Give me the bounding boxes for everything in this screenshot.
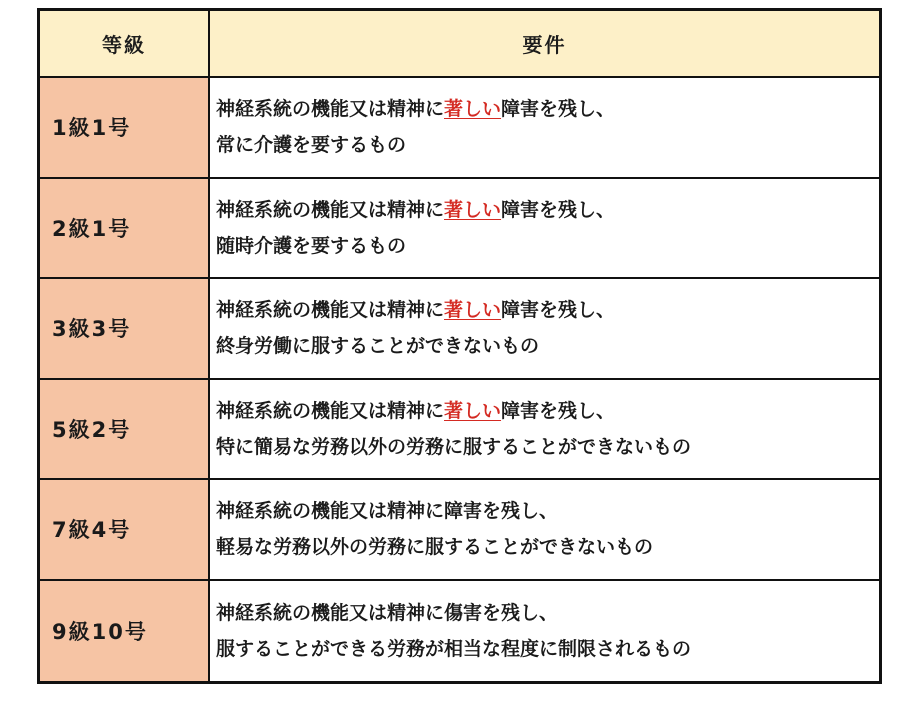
requirement-line-1 — [216, 292, 615, 328]
requirement-text: 神経系統の機能又は精神に — [216, 198, 445, 221]
grade-label: 9級10号 — [52, 619, 148, 644]
requirement-cell — [210, 179, 879, 280]
grade-cell — [40, 480, 210, 581]
requirement-line-1 — [216, 393, 615, 429]
requirement-line-2: 特に簡易な労務以外の労務に服することができないもの — [216, 435, 692, 458]
header-requirement — [210, 11, 879, 78]
requirement-text: 障害を残し、 — [501, 198, 616, 221]
grade-label: 2級1号 — [52, 216, 132, 241]
requirement-line-2: 常に介護を要するもの — [216, 134, 407, 157]
requirement-text: 神経系統の機能又は精神に傷害を残し、 — [216, 601, 559, 624]
requirement-text: 障害を残し、 — [501, 299, 616, 322]
requirement-text: 障害を残し、 — [501, 98, 616, 121]
requirement-line-2: 随時介護を要するもの — [216, 234, 407, 257]
emphasis-text: 著しい — [444, 299, 502, 322]
requirement-cell — [210, 78, 879, 179]
grade-cell — [40, 78, 210, 179]
grade-cell — [40, 380, 210, 481]
requirement-line-2: 軽易な労務以外の労務に服することができないもの — [216, 536, 654, 559]
requirement-line-2: 服することができる労務が相当な程度に制限されるもの — [216, 637, 692, 660]
header-grade-label: 等級 — [102, 33, 146, 57]
grade-label: 5級2号 — [52, 417, 132, 442]
requirement-cell — [210, 279, 879, 380]
grade-label: 7級4号 — [52, 518, 132, 543]
requirement-text: 障害を残し、 — [501, 399, 616, 422]
emphasis-text: 著しい — [444, 198, 502, 221]
requirement-cell — [210, 380, 879, 481]
requirement-cell — [210, 480, 879, 581]
requirement-line-1 — [216, 91, 615, 127]
grade-cell — [40, 179, 210, 280]
requirement-line-1 — [216, 595, 558, 631]
header-grade — [40, 11, 210, 78]
emphasis-text: 著しい — [444, 399, 502, 422]
requirement-text: 神経系統の機能又は精神に — [216, 98, 445, 121]
grade-cell — [40, 581, 210, 682]
requirement-text: 神経系統の機能又は精神に — [216, 299, 445, 322]
requirement-text: 神経系統の機能又は精神に障害を残し、 — [216, 500, 559, 523]
requirement-text: 神経系統の機能又は精神に — [216, 399, 445, 422]
grade-label: 3級3号 — [52, 317, 132, 342]
grade-cell — [40, 279, 210, 380]
disability-grade-table — [37, 8, 882, 684]
grade-label: 1級1号 — [52, 116, 132, 141]
header-requirement-label: 要件 — [522, 33, 567, 57]
requirement-cell — [210, 581, 879, 682]
requirement-line-2: 終身労働に服することができないもの — [216, 335, 540, 358]
requirement-line-1 — [216, 493, 558, 529]
emphasis-text: 著しい — [444, 98, 502, 121]
requirement-line-1 — [216, 192, 615, 228]
